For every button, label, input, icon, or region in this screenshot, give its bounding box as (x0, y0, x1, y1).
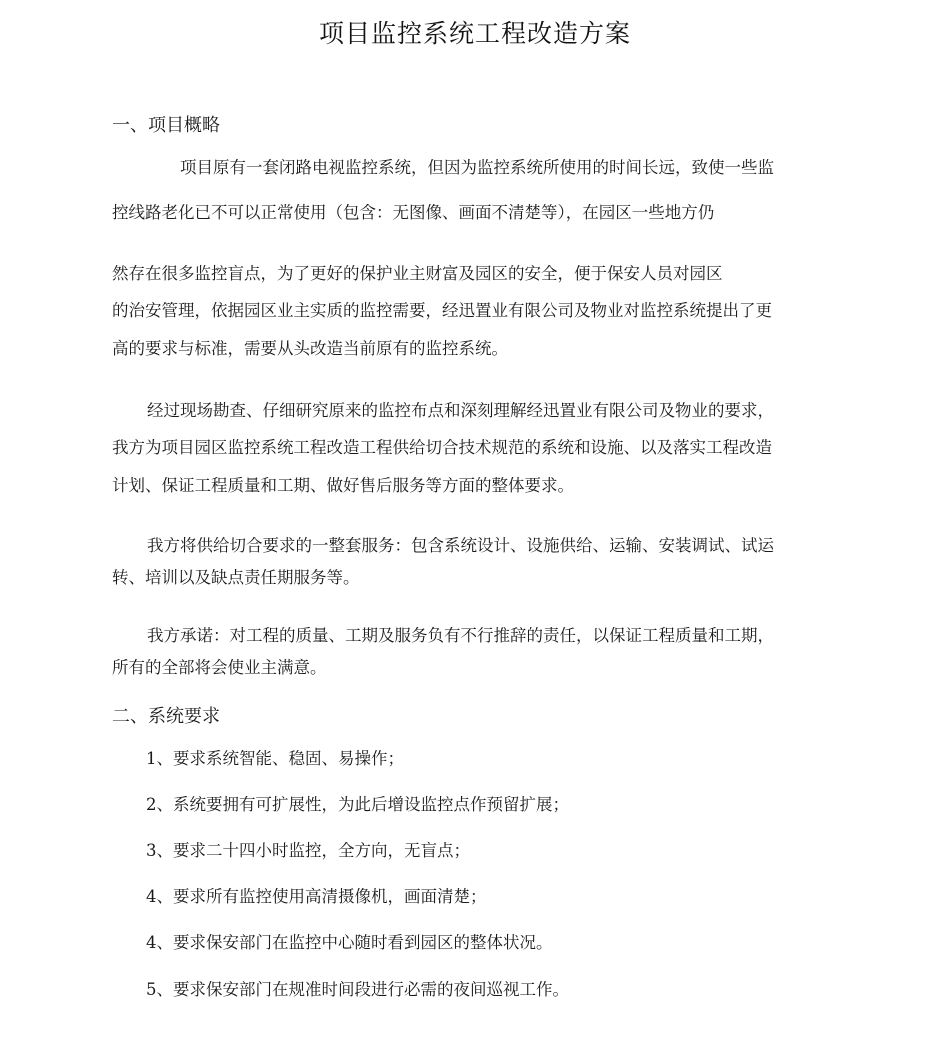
requirement-item: 5、要求保安部门在规准时间段进行必需的夜间巡视工作。 (146, 980, 569, 999)
document-title: 项目监控系统工程改造方案 (318, 19, 631, 48)
paragraph-line: 所有的全部将会使业主满意。 (112, 658, 327, 677)
requirement-item: 4、要求所有监控使用高清摄像机，画面清楚； (146, 887, 487, 906)
paragraph-line: 项目原有一套闭路电视监控系统，但因为监控系统所使用的时间长远，致使一些监 (180, 158, 774, 177)
paragraph-line: 高的要求与标准，需要从头改造当前原有的监控系统。 (112, 339, 508, 358)
paragraph-line: 计划、保证工程质量和工期、做好售后服务等方面的整体要求。 (112, 476, 574, 495)
section-heading-overview: 一、项目概略 (112, 115, 220, 136)
requirement-item: 2、系统要拥有可扩展性，为此后增设监控点作预留扩展； (146, 795, 569, 814)
section-heading-requirements: 二、系统要求 (112, 706, 220, 727)
requirement-item: 4、要求保安部门在监控中心随时看到园区的整体状况。 (146, 933, 553, 952)
requirement-item: 3、要求二十四小时监控，全方向，无盲点； (146, 841, 470, 860)
paragraph-line: 然存在很多监控盲点，为了更好的保护业主财富及园区的安全，便于保安人员对园区 (112, 264, 723, 283)
paragraph-line: 经过现场勘查、仔细研究原来的监控布点和深刻理解经迅置业有限公司及物业的要求， (147, 401, 774, 420)
paragraph-line: 我方将供给切合要求的一整套服务：包含系统设计、设施供给、运输、安装调试、试运 (147, 536, 774, 555)
paragraph-line: 的治安管理，依据园区业主实质的监控需要，经迅置业有限公司及物业对监控系统提出了更 (112, 301, 772, 320)
paragraph-line: 我方为项目园区监控系统工程改造工程供给切合技术规范的系统和设施、以及落实工程改造 (112, 438, 772, 457)
paragraph-line: 我方承诺：对工程的质量、工期及服务负有不行推辞的责任，以保证工程质量和工期， (147, 626, 774, 645)
requirement-item: 1、要求系统智能、稳固、易操作； (146, 749, 404, 768)
paragraph-line: 控线路老化已不可以正常使用（包含：无图像、画面不清楚等），在园区一些地方仍 (112, 203, 715, 222)
paragraph-line: 转、培训以及缺点责任期服务等。 (112, 568, 360, 587)
